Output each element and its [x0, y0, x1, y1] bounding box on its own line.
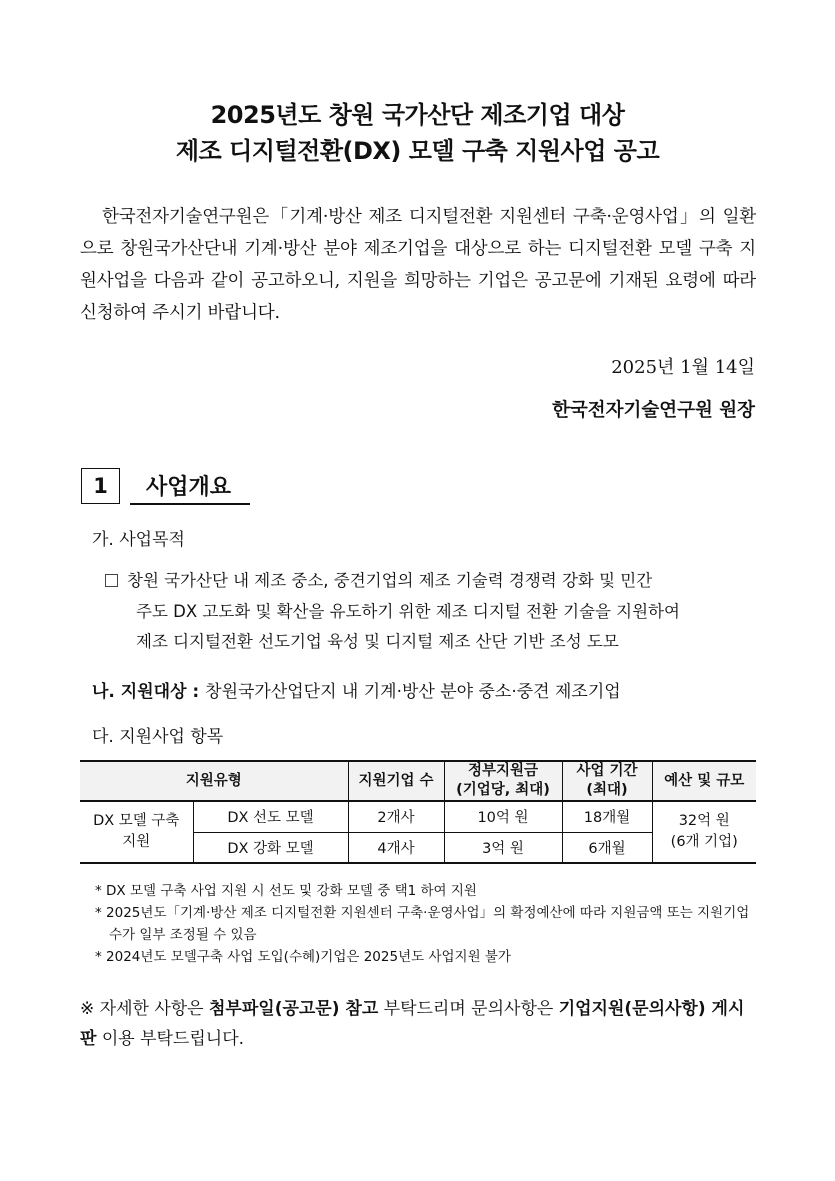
purpose-text-line3: 제조 디지털전환 선도기업 육성 및 디지털 제조 산단 기반 조성 도모 [136, 632, 619, 651]
notice-title-line1: 2025년도 창원 국가산단 제조기업 대상 [210, 101, 625, 129]
notice-title-line2: 제조 디지털전환(DX) 모델 구축 지원사업 공고 [175, 137, 660, 165]
table-header-row [80, 761, 756, 801]
attachment-reference: 첨부파일(공고문) 참고 [209, 999, 379, 1019]
table-notes [95, 880, 757, 968]
footer-text: ※ 자세한 사항은 [80, 999, 209, 1019]
notice-date: 2025년 1월 14일 [611, 357, 755, 378]
header-period: 사업 기간 (최대) [562, 761, 652, 801]
note-item: * 2025년도「기계·방산 제조 디지털전환 지원센터 구축·운영사업」의 확정예산에 따라 지원금액 또는 지원기업 수가 일부 조정될 수 있음 [95, 905, 750, 943]
note-item: * DX 모델 구축 사업 지원 시 선도 및 강화 모델 중 택1 하여 지원 [95, 883, 477, 899]
header-budget: 예산 및 규모 [652, 761, 756, 801]
company-count: 2개사 [348, 801, 444, 832]
group-label: DX 모델 구축 지원 [80, 801, 193, 863]
checkbox-bullet-icon [105, 574, 118, 587]
budget-scale: 32억 원 (6개 기업) [652, 801, 756, 863]
subsection-purpose-title: 가. 사업목적 [92, 530, 185, 550]
header-funding: 정부지원금 (기업당, 최대) [444, 761, 562, 801]
project-period: 18개월 [562, 801, 652, 832]
company-count: 4개사 [348, 832, 444, 863]
subsection-items-title: 다. 지원사업 항목 [92, 727, 224, 747]
purpose-bullet [105, 566, 757, 658]
issuer-name: 한국전자기술연구원 원장 [551, 400, 755, 421]
section-underline [130, 503, 250, 505]
target-text: 창원국가산업단지 내 기계·방산 분야 중소·중견 제조기업 [205, 682, 621, 702]
target-label: 나. 지원대상 [92, 682, 187, 702]
table-row [80, 801, 756, 832]
section-number: 1 [81, 468, 120, 504]
note-item: * 2024년도 모델구축 사업 도입(수혜)기업은 2025년도 사업지원 불가 [95, 949, 511, 965]
funding-amount: 10억 원 [444, 801, 562, 832]
support-table [80, 760, 756, 864]
footer-text: 이용 부탁드립니다. [96, 1029, 245, 1049]
purpose-text-line1: 창원 국가산단 내 제조 중소, 중견기업의 제조 기술력 경쟁력 강화 및 민간 [127, 571, 653, 590]
funding-amount: 3억 원 [444, 832, 562, 863]
subsection-target [92, 677, 621, 702]
project-period: 6개월 [562, 832, 652, 863]
section-title: 사업개요 [146, 475, 232, 500]
footer-notice [80, 994, 757, 1054]
intro-paragraph: 한국전자기술연구원은「기계·방산 제조 디지털전환 지원센터 구축·운영사업」의 일환으로 창원국가산단내 기계·방산 분야 제조기업을 대상으로 하는 디지털전환 모델 구축 지원사업을 다음과 같이 공고하오니, 지원을 희망하는 기업은 공고문에 기재된 요령에 따라 신청하여 주시기 바랍니다. [80, 207, 756, 323]
header-count: 지원기업 수 [348, 761, 444, 801]
target-separator: : [186, 682, 206, 702]
header-type: 지원유형 [80, 761, 348, 801]
purpose-text-line2: 주도 DX 고도화 및 확산을 유도하기 위한 제조 디지털 전환 기술을 지원하여 [136, 601, 680, 621]
model-name: DX 강화 모델 [193, 832, 348, 863]
inquiry-board-reference: 기업지원(문의사항) 게시판 [80, 999, 745, 1049]
footer-text: 부탁드리며 문의사항은 [378, 999, 559, 1019]
model-name: DX 선도 모델 [193, 801, 348, 832]
